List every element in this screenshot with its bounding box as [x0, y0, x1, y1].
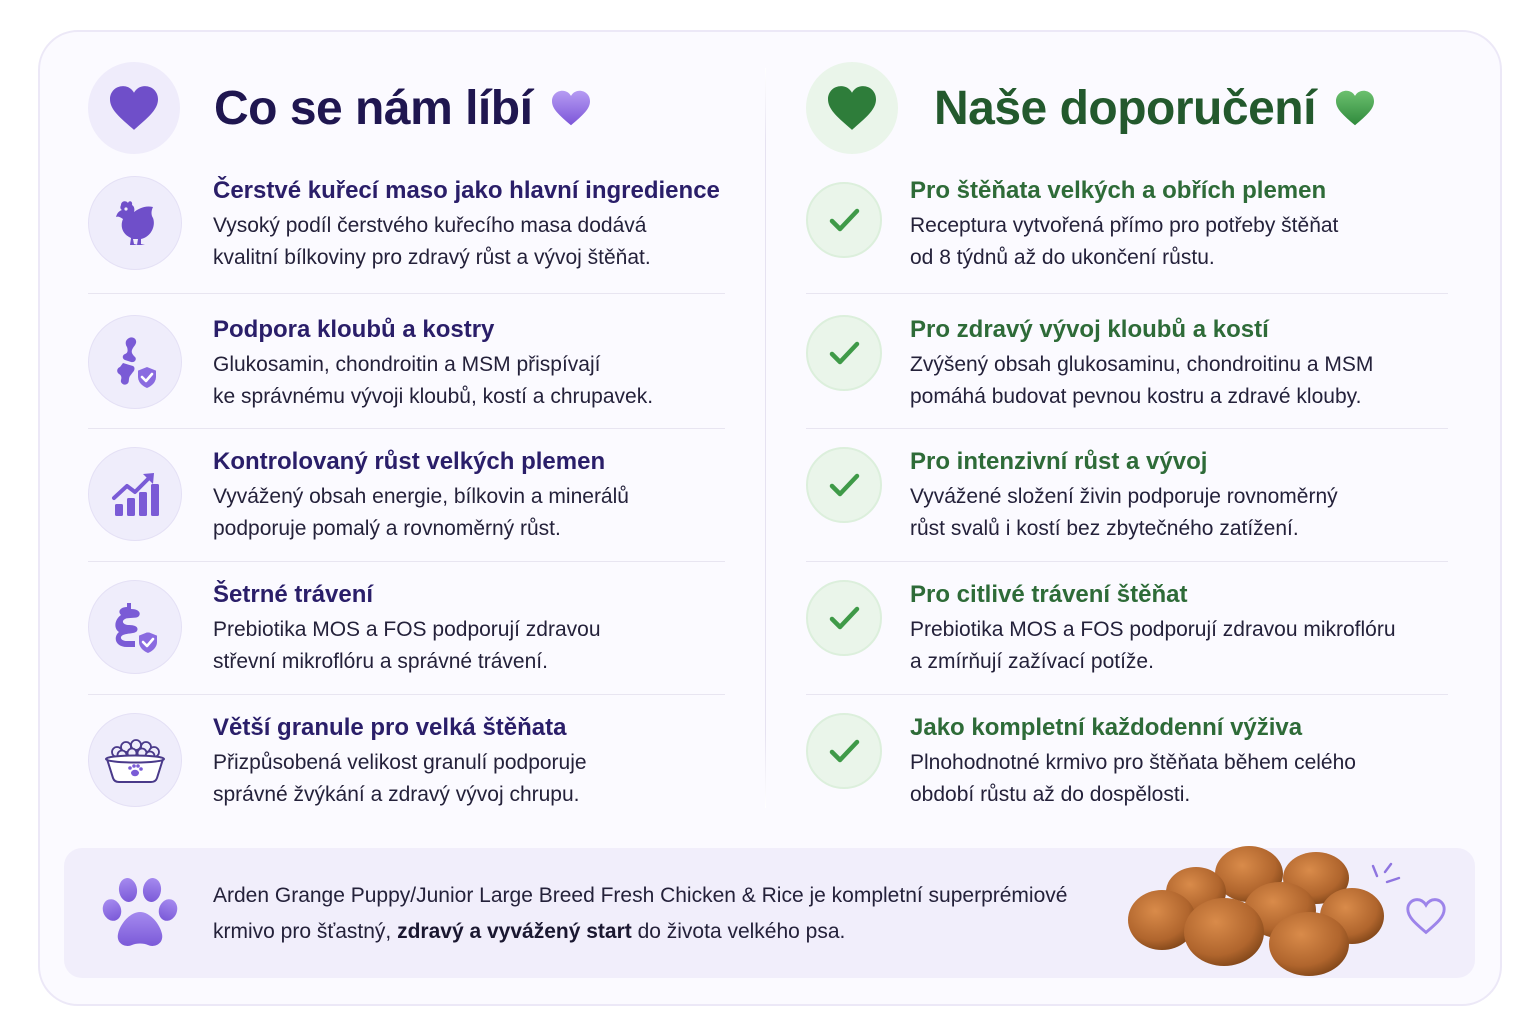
row-separator: [806, 428, 1448, 429]
heart-badge: [88, 62, 180, 154]
purple-heart-icon: [107, 84, 161, 132]
summary-text-end: do života velkého psa.: [631, 920, 846, 943]
item-description: Glukosamin, chondroitin a MSM přispívají ke správnému vývoji kloubů, kostí a chrupavek.: [213, 353, 654, 408]
summary-banner: [64, 848, 1475, 978]
green-heart-icon: [825, 84, 879, 132]
row-separator: [806, 293, 1448, 294]
right-list-item: [806, 580, 1396, 673]
item-title: Šetrné trávení: [213, 581, 374, 608]
kibble-pile-image: [1104, 840, 1384, 985]
right-list-item: [806, 176, 1339, 269]
row-separator: [806, 561, 1448, 562]
item-description: Receptura vytvořená přímo pro potřeby štěňat od 8 týdnů až do ukončení růstu.: [910, 214, 1339, 269]
row-separator: [88, 694, 725, 695]
left-list-item: [88, 713, 587, 807]
item-title: Čerstvé kuřecí maso jako hlavní ingredience: [213, 177, 720, 204]
left-list-item: [88, 315, 654, 409]
item-title: Kontrolovaný růst velkých plemen: [213, 448, 606, 475]
check-icon: [806, 315, 882, 391]
left-list-item: [88, 176, 720, 270]
check-icon: [806, 713, 882, 789]
item-title: Větší granule pro velká štěňata: [213, 714, 567, 741]
item-title: Podpora kloubů a kostry: [213, 316, 495, 343]
item-description: Vyvážené složení živin podporuje rovnoměrný růst svalů i kostí bez zbytečného zatížení.: [910, 485, 1338, 540]
item-title: Pro citlivé trávení štěňat: [910, 581, 1188, 608]
chicken-icon: [88, 176, 182, 270]
outline-heart-icon: [1404, 896, 1448, 941]
growth-chart-icon: [88, 447, 182, 541]
item-description: Prebiotika MOS a FOS podporují zdravou mikroflóru a zmírňují zažívací potíže.: [910, 618, 1396, 673]
right-column-header: [806, 62, 1376, 154]
green-heart-emoji-icon: [1334, 89, 1376, 127]
heart-badge: [806, 62, 898, 154]
item-description: Zvýšený obsah glukosaminu, chondroitinu a MSM pomáhá budovat pevnou kostru a zdravé klouby.: [910, 353, 1374, 408]
food-bowl-icon: [88, 713, 182, 807]
joint-bone-shield-icon: [88, 315, 182, 409]
right-list-item: [806, 713, 1356, 806]
summary-text-emphasis: zdravý a vyvážený start: [397, 920, 632, 943]
purple-heart-emoji-icon: [550, 89, 592, 127]
item-description: Přizpůsobená velikost granulí podporuje správné žvýkání a zdravý vývoj chrupu.: [213, 751, 587, 806]
right-list-item: [806, 315, 1374, 408]
paw-print-icon: [98, 876, 182, 957]
left-column-header: [88, 62, 592, 154]
left-list-item: [88, 580, 601, 674]
sparkle-lines-icon: [1369, 862, 1409, 903]
left-column-title: Co se nám líbí: [214, 81, 533, 135]
check-icon: [806, 447, 882, 523]
right-list-item: [806, 447, 1338, 540]
intestine-shield-icon: [88, 580, 182, 674]
summary-text-start: Arden Grange Puppy/Junior Large Breed Fresh Chicken & Rice je kompletní superprémiové krmivo pro šťastný,: [213, 884, 1068, 943]
row-separator: [88, 293, 725, 294]
item-title: Pro intenzivní růst a vývoj: [910, 448, 1208, 475]
item-title: Pro zdravý vývoj kloubů a kostí: [910, 316, 1269, 343]
item-description: Vysoký podíl čerstvého kuřecího masa dodává kvalitní bílkoviny pro zdravý růst a vývoj štěňat.: [213, 214, 651, 269]
item-description: Prebiotika MOS a FOS podporují zdravou střevní mikroflóru a správné trávení.: [213, 618, 601, 673]
row-separator: [88, 428, 725, 429]
item-title: Pro štěňata velkých a obřích plemen: [910, 177, 1327, 204]
item-description: Plnohodnotné krmivo pro štěňata během celého období růstu až do dospělosti.: [910, 751, 1356, 806]
right-column-title: Naše doporučení: [934, 81, 1316, 135]
left-list-item: [88, 447, 629, 541]
item-description: Vyvážený obsah energie, bílkovin a minerálů podporuje pomalý a rovnoměrný růst.: [213, 485, 629, 540]
item-title: Jako kompletní každodenní výživa: [910, 714, 1303, 741]
summary-text: [213, 878, 1093, 950]
row-separator: [806, 694, 1448, 695]
check-icon: [806, 182, 882, 258]
row-separator: [88, 561, 725, 562]
check-icon: [806, 580, 882, 656]
